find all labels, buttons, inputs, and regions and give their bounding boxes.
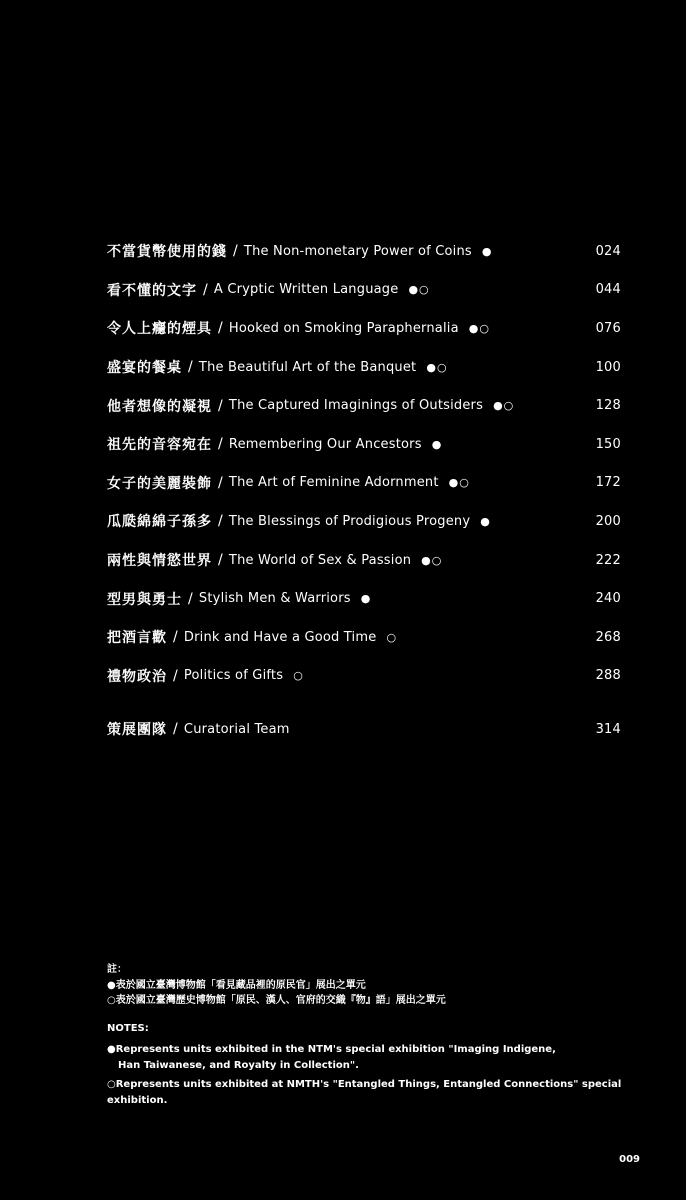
toc-entry-marks: ●○ [426,360,448,374]
toc-entry-zh: 盛宴的餐桌 [107,360,182,377]
toc-entry-en: Curatorial Team [183,721,290,737]
toc-entry-title [107,396,514,416]
toc-entry-page: 128 [595,398,621,414]
toc-separator: / [173,629,178,646]
toc-separator: / [218,320,223,337]
toc-entry-en: The World of Sex & Passion [228,552,412,568]
toc-separator: / [188,359,193,376]
table-of-contents [107,232,621,749]
notes-zh-line: ●表於國立臺灣博物館「看見藏品裡的原民官」展出之單元 [107,979,366,991]
toc-entry-title [107,666,304,686]
page-number: 009 [619,1154,640,1165]
toc-entry-en: The Art of Feminine Adornment [228,475,439,491]
toc-entry-marks: ○ [386,630,398,644]
toc-entry-en: Drink and Have a Good Time [183,629,377,645]
notes-en-heading: NOTES: [107,1022,149,1034]
toc-entry-en: The Non-monetary Power of Coins [243,243,472,259]
toc-entry[interactable] [107,618,621,657]
toc-entry-marks: ○ [293,669,304,683]
toc-entry[interactable] [107,464,621,503]
toc-entry-page: 268 [595,629,621,645]
toc-separator: / [218,552,223,569]
notes-spacer [107,1009,637,1021]
toc-entry-zh: 把酒言歡 [107,630,167,647]
toc-entry-marks: ●○ [421,553,443,567]
toc-entry-title [107,357,448,377]
toc-entry-title [107,280,430,300]
toc-entry-zh: 策展團隊 [107,722,167,739]
toc-entry-zh: 不當貨幣使用的錢 [107,244,227,261]
toc-entry-title [107,434,442,454]
toc-separator: / [218,513,223,530]
toc-entry-marks: ● [481,244,493,258]
toc-entry-title [107,627,397,647]
toc-entry-marks: ● [480,514,491,528]
toc-entry-page: 314 [595,721,621,737]
notes-en-line: Han Taiwanese, and Royalty in Collection". [118,1059,359,1071]
toc-separator: / [218,436,223,453]
toc-entry[interactable] [107,502,621,541]
toc-entry-marks: ●○ [408,283,430,297]
toc-entry-title [107,473,470,493]
toc-entry-en: A Cryptic Written Language [213,282,399,298]
toc-separator: / [233,243,238,260]
toc-entry-title [107,511,491,531]
toc-separator: / [173,721,178,738]
toc-entry[interactable] [107,386,621,425]
toc-entry[interactable] [107,271,621,310]
toc-entry-marks: ●○ [448,476,470,490]
toc-entry-zh: 看不懂的文字 [107,282,197,299]
toc-entry[interactable] [107,348,621,387]
toc-entry-marks: ●○ [468,321,490,335]
toc-entry[interactable] [107,541,621,580]
toc-entry-page: 100 [595,359,621,375]
toc-entry-zh: 他者想像的凝視 [107,398,212,415]
toc-entry-marks: ● [431,437,443,451]
toc-entry-title [107,241,493,261]
toc-entry[interactable] [107,579,621,618]
toc-entry-page: 240 [595,591,621,607]
toc-entry-page: 288 [595,668,621,684]
notes-en-line: ●Represents units exhibited in the NTM's special exhibition "Imaging Indigene, [107,1044,556,1055]
toc-entry-page: 200 [595,513,621,529]
notes-zh-heading: 註： [107,964,127,975]
notes-block [107,962,637,1108]
toc-entry-en: Hooked on Smoking Paraphernalia [228,320,459,336]
toc-entry[interactable] [107,309,621,348]
toc-entry-page: 076 [595,320,621,336]
toc-entry[interactable] [107,425,621,464]
toc-entry-en: The Captured Imaginings of Outsiders [228,398,484,414]
notes-en-line: ○Represents units exhibited at NMTH's "Entangled Things, Entangled Connections" special exhibition. [107,1079,622,1106]
toc-entry-page: 044 [595,282,621,298]
toc-separator: / [203,281,208,298]
toc-entry-en: Politics of Gifts [183,668,284,684]
toc-entry-marks: ● [360,592,372,606]
toc-entry-zh: 女子的美麗裝飾 [107,475,212,492]
toc-separator: / [218,474,223,491]
toc-separator: / [218,397,223,414]
toc-entry-en: The Blessings of Prodigious Progeny [228,513,471,529]
toc-entry-title [107,589,371,609]
toc-entry-page: 024 [595,243,621,259]
toc-entry-curatorial-team[interactable] [107,710,621,749]
toc-entry-en: Remembering Our Ancestors [228,436,422,452]
toc-entry-title [107,550,442,570]
toc-entry-title [107,318,490,338]
toc-entry-zh: 禮物政治 [107,668,167,685]
toc-entry-zh: 兩性與情慾世界 [107,553,212,570]
toc-entry-en: Stylish Men & Warriors [198,591,351,607]
toc-entry[interactable] [107,657,621,696]
toc-entry-page: 222 [595,552,621,568]
toc-separator: / [188,590,193,607]
toc-entry-page: 150 [595,436,621,452]
toc-entry[interactable] [107,232,621,271]
toc-entry-zh: 瓜瓞綿綿子孫多 [107,514,212,531]
toc-entry-en: The Beautiful Art of the Banquet [198,359,417,375]
toc-entry-zh: 祖先的音容宛在 [107,437,212,454]
toc-entry-title [107,719,290,739]
toc-entry-zh: 令人上癮的煙具 [107,321,212,338]
toc-entry-marks: ●○ [493,399,515,413]
toc-separator: / [173,667,178,684]
notes-zh-line: ○表於國立臺灣歷史博物館「原民、漢人、官府的交織『物』語」展出之單元 [107,995,446,1006]
toc-entry-zh: 型男與勇士 [107,591,182,608]
toc-entry-page: 172 [595,475,621,491]
